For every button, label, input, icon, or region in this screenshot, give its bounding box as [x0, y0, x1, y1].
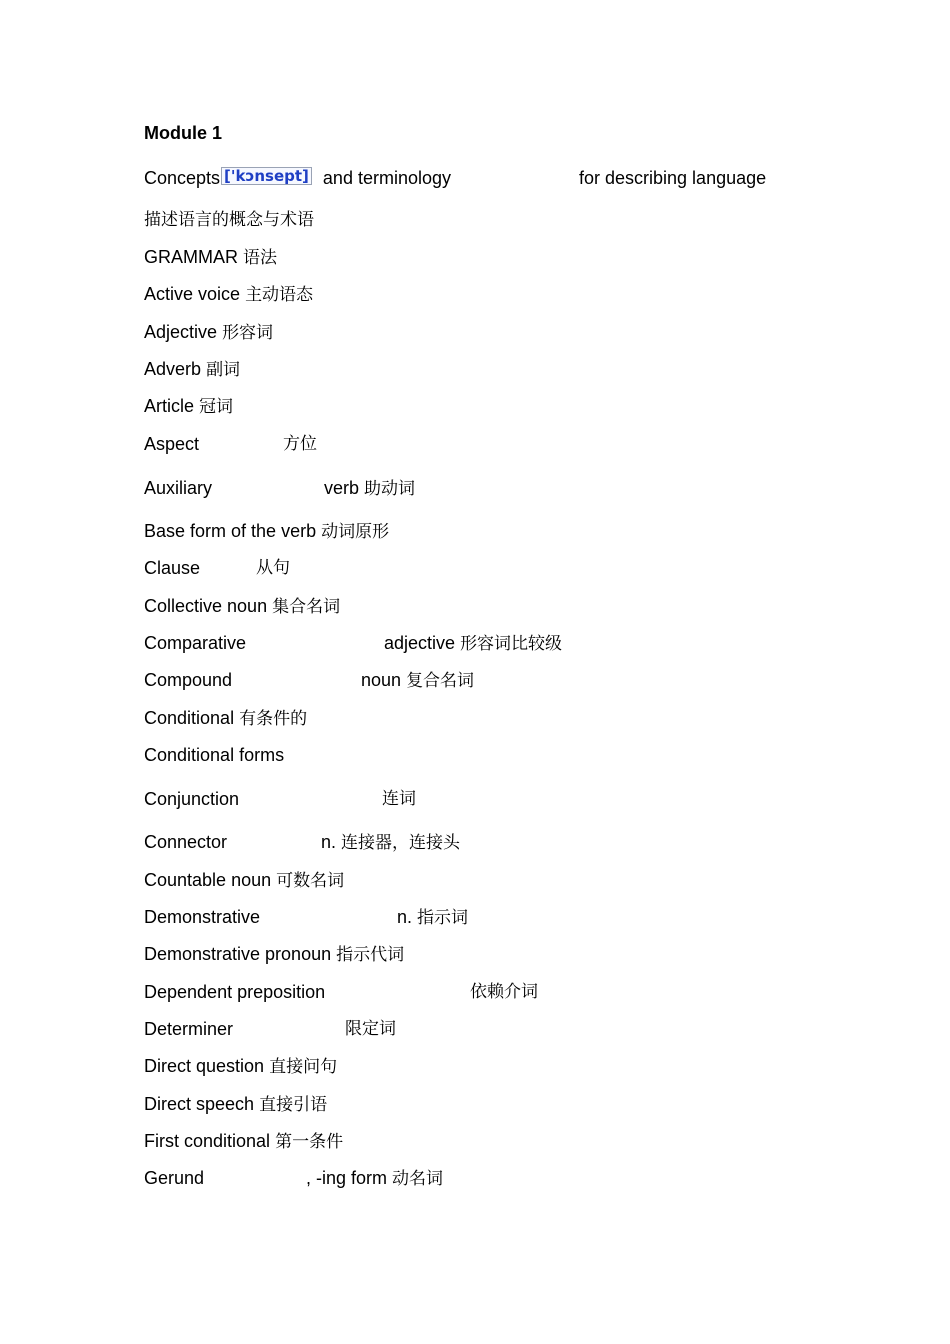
intro-mid: and terminology: [322, 168, 451, 188]
entry-term: GRAMMAR: [144, 247, 238, 267]
entry-term: Aspect: [144, 434, 200, 454]
entry-term: Direct question: [144, 1056, 265, 1076]
entry-term: Countable noun: [144, 870, 272, 890]
entry-term: Base form of the verb: [144, 521, 317, 541]
entry-term: Conjunction: [144, 789, 240, 809]
entry-translation: 动词原形: [321, 522, 390, 542]
entry-auxiliary: [144, 477, 416, 499]
entry-term: Dependent preposition: [144, 982, 326, 1002]
entry-translation: 第一条件: [275, 1132, 344, 1152]
entry-translation: 集合名词: [272, 597, 341, 617]
entry-base-form: [144, 520, 389, 543]
entry-dependent-preposition: [144, 981, 538, 1003]
entry-conjunction: [144, 788, 416, 810]
entry-translation: 连接器，连接头: [341, 833, 461, 853]
entry-article: [144, 395, 233, 418]
entry-term: Conditional forms: [144, 745, 285, 765]
entry-aspect: [144, 433, 317, 455]
entry-translation: 形容词比较级: [460, 634, 563, 654]
entry-translation: 可数名词: [276, 871, 345, 891]
entry-term-continued: [384, 632, 562, 655]
entry-compound: [144, 669, 475, 691]
entry-translation: 从句: [256, 558, 290, 578]
entry-translation: 限定词: [345, 1019, 396, 1039]
entry-connector: [144, 831, 461, 853]
entry-term-continued: [397, 906, 468, 929]
entry-term-part: n.: [321, 832, 337, 852]
entry-direct-speech: [144, 1093, 327, 1116]
entry-term: Determiner: [144, 1019, 234, 1039]
entry-translation: 副词: [206, 360, 241, 380]
entry-term: Compound: [144, 670, 233, 690]
entry-term-part: noun: [361, 670, 402, 690]
entry-term: Collective noun: [144, 596, 268, 616]
entry-term-part: adjective: [384, 633, 456, 653]
entry-translation: 冠词: [199, 397, 234, 417]
entry-translation: 助动词: [364, 479, 416, 499]
entry-term-continued: [361, 669, 474, 692]
entry-translation: 连词: [382, 789, 416, 809]
entry-term: Demonstrative pronoun: [144, 944, 332, 964]
intro-word: Concepts: [144, 168, 221, 188]
intro-chinese: 描述语言的概念与术语: [144, 210, 314, 230]
entry-translation: 有条件的: [239, 709, 308, 729]
module-title: Module 1: [144, 123, 223, 143]
entry-term: Clause: [144, 558, 201, 578]
entry-clause: [144, 557, 290, 579]
entry-conditional-forms: [144, 744, 284, 766]
phonetic-badge: ['kɔnsept]: [221, 167, 312, 185]
entry-term: Article: [144, 396, 195, 416]
entry-term: Adjective: [144, 322, 218, 342]
entry-term: Conditional: [144, 708, 235, 728]
entry-active-voice: [144, 283, 313, 306]
entry-determiner: [144, 1018, 396, 1040]
entry-demonstrative: [144, 906, 469, 928]
entry-translation: 直接问句: [269, 1057, 338, 1077]
entry-translation: 方位: [283, 434, 317, 454]
entry-conditional: [144, 707, 307, 730]
entry-grammar: [144, 246, 277, 269]
entry-direct-question: [144, 1055, 337, 1078]
entry-term-part: , -ing form: [306, 1168, 388, 1188]
intro-tail: for describing language: [579, 168, 767, 188]
entry-translation: 主动语态: [245, 285, 314, 305]
entry-translation: 直接引语: [259, 1095, 328, 1115]
entry-comparative: [144, 632, 563, 654]
entry-translation: 指示代词: [336, 945, 405, 965]
entry-term: Auxiliary: [144, 478, 213, 498]
entry-term-continued: [321, 831, 460, 854]
entry-demonstrative-pronoun: [144, 943, 404, 966]
entry-translation: 指示词: [417, 908, 469, 928]
entry-adverb: [144, 358, 240, 381]
entry-translation: 形容词: [222, 323, 274, 343]
entry-term: Comparative: [144, 633, 247, 653]
entry-translation: 语法: [243, 248, 278, 268]
entry-collective-noun: [144, 595, 340, 618]
entry-term: Gerund: [144, 1168, 205, 1188]
entry-term-part: n.: [397, 907, 413, 927]
entry-term: First conditional: [144, 1131, 271, 1151]
entry-adjective: [144, 321, 273, 344]
entry-term: Direct speech: [144, 1094, 255, 1114]
entry-gerund: [144, 1167, 444, 1189]
entry-term-part: verb: [324, 478, 360, 498]
entry-term: Active voice: [144, 284, 241, 304]
entry-term-continued: [324, 477, 415, 500]
entry-first-conditional: [144, 1130, 343, 1153]
entry-countable-noun: [144, 869, 344, 892]
intro-line: [144, 167, 767, 189]
entry-term: Demonstrative: [144, 907, 261, 927]
entry-term: Adverb: [144, 359, 202, 379]
entry-translation: 复合名词: [406, 671, 475, 691]
entry-term: Connector: [144, 832, 228, 852]
entry-translation: 依赖介词: [470, 982, 538, 1002]
entry-term-continued: [306, 1167, 443, 1190]
entry-translation: 动名词: [392, 1169, 444, 1189]
